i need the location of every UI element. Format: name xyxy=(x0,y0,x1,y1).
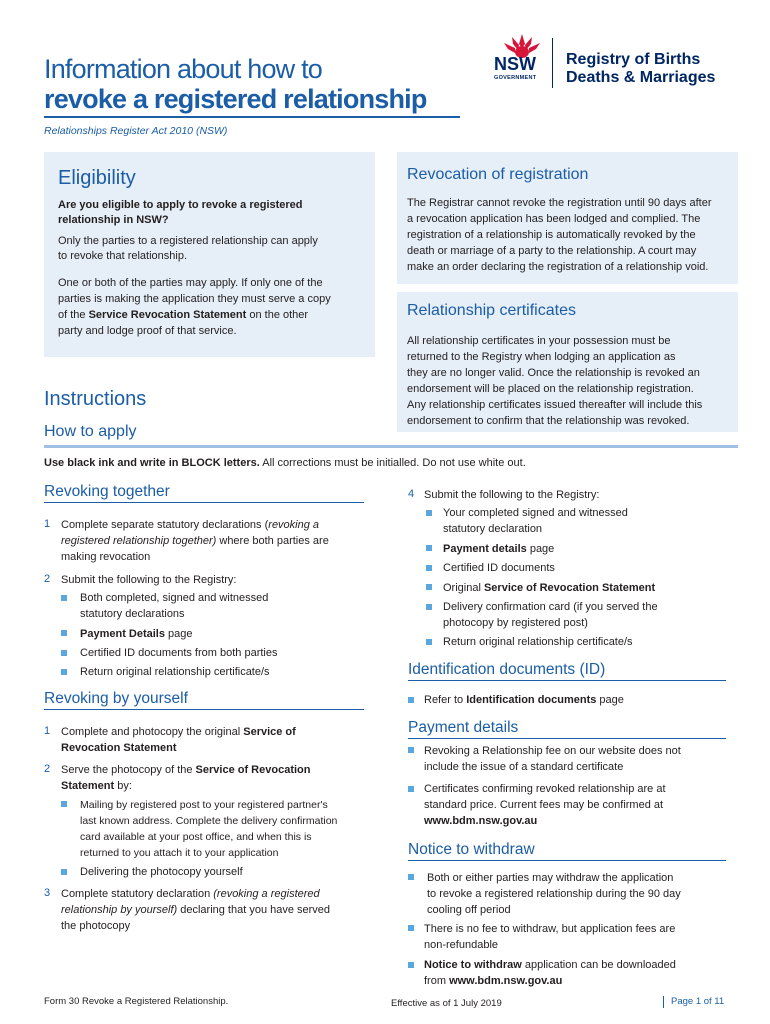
bullet-icon xyxy=(426,584,432,590)
step-text: Submit the following to the Registry: xyxy=(424,489,600,501)
government-wordmark: GOVERNMENT xyxy=(494,75,537,81)
bullet-icon xyxy=(61,801,67,807)
step-text: Revocation Statement xyxy=(61,742,177,754)
bullet-icon xyxy=(408,962,414,968)
revocation-text: a revocation application has been lodged and complied. The xyxy=(407,213,701,225)
website-link[interactable]: www.bdm.nsw.gov.au xyxy=(424,815,538,827)
eligibility-question-line1: Are you eligible to apply to revoke a registered xyxy=(58,199,303,211)
bullet-text: to revoke a registered relationship during the 90 day xyxy=(427,888,681,900)
logo-divider xyxy=(552,38,553,88)
page-title-line1: Information about how to xyxy=(44,54,322,84)
bullet-icon xyxy=(61,869,67,875)
bullet-text: Delivery confirmation card (if you served the xyxy=(443,601,658,613)
effective-date: Effective as of 1 July 2019 xyxy=(391,998,502,1009)
bullet-icon xyxy=(61,630,67,636)
bullet-text: Refer to Identification documents page xyxy=(424,694,624,706)
bullet-text: Both completed, signed and witnessed xyxy=(80,592,269,604)
bullet-icon xyxy=(61,650,67,656)
step-text: Serve the photocopy of the Service of Revocation xyxy=(61,764,311,776)
step-number: 3 xyxy=(44,887,51,899)
section-divider xyxy=(44,445,738,448)
bullet-text: Both or either parties may withdraw the application xyxy=(427,872,674,884)
instructions-heading: Instructions xyxy=(44,388,147,410)
eligibility-text: Only the parties to a registered relationship can apply xyxy=(58,235,318,247)
revoking-together-heading: Revoking together xyxy=(44,483,170,500)
bullet-icon xyxy=(408,786,414,792)
withdraw-heading: Notice to withdraw xyxy=(408,841,535,858)
registry-name-line1: Registry of Births xyxy=(566,51,701,68)
bullet-text: Payment Details page xyxy=(80,628,193,640)
bullet-text: Certified ID documents xyxy=(443,562,555,574)
bullet-text: Certified ID documents from both parties xyxy=(80,647,278,659)
form-name: Form 30 Revoke a Registered Relationship. xyxy=(44,996,229,1007)
step-number: 2 xyxy=(44,763,51,775)
step-text: Complete and photocopy the original Service of xyxy=(61,726,296,738)
bullet-text: Delivering the photocopy yourself xyxy=(80,866,243,878)
bullet-icon xyxy=(426,604,432,610)
bullet-text: last known address. Complete the delivery confirmation xyxy=(80,815,338,827)
eligibility-text: parties is making the application they must serve a copy xyxy=(58,293,331,305)
page-title-line2: revoke a registered relationship xyxy=(44,84,427,114)
bullet-icon xyxy=(426,639,432,645)
bullet-text: cooling off period xyxy=(427,904,511,916)
bullet-text: Payment details page xyxy=(443,543,555,555)
bullet-text: Notice to withdraw application can be downloaded xyxy=(424,959,676,971)
how-to-apply-heading: How to apply xyxy=(44,423,137,440)
act-subtitle: Relationships Register Act 2010 (NSW) xyxy=(44,125,228,137)
step-text: Submit the following to the Registry: xyxy=(61,574,237,586)
revoking-yourself-heading: Revoking by yourself xyxy=(44,690,188,707)
step-text: relationship by yourself) declaring that you have served xyxy=(61,904,331,916)
registry-name-line2: Deaths & Marriages xyxy=(566,69,716,86)
heading-rule xyxy=(408,738,726,739)
step-text: the photocopy xyxy=(61,920,131,932)
bullet-text: statutory declaration xyxy=(443,523,543,535)
bullet-text: There is no fee to withdraw, but application fees are xyxy=(424,923,676,935)
eligibility-heading: Eligibility xyxy=(58,167,136,189)
bullet-text: photocopy by registered post) xyxy=(443,617,588,629)
identification-heading: Identification documents (ID) xyxy=(408,661,606,678)
certificates-text: endorsement will be placed on the relationship registration. xyxy=(407,383,694,395)
bullet-icon xyxy=(426,565,432,571)
bullet-text: Revoking a Relationship fee on our website does not xyxy=(424,745,681,757)
eligibility-text: party and lodge proof of that service. xyxy=(58,325,237,337)
footer-divider xyxy=(663,996,664,1008)
revocation-panel xyxy=(397,152,738,432)
certificates-text: returned to the Registry when lodging an application as xyxy=(407,351,676,363)
certificates-text: endorsement to confirm that the relationship was revoked. xyxy=(407,415,690,427)
eligibility-question-line2: relationship in NSW? xyxy=(58,214,169,226)
eligibility-text: One or both of the parties may apply. If only one of the xyxy=(58,277,323,289)
revocation-text: death or marriage of a party to the relationship. A court may xyxy=(407,245,697,257)
nsw-registry-logo xyxy=(494,34,734,92)
eligibility-text: to revoke that relationship. xyxy=(58,250,188,262)
bullet-text: statutory declarations xyxy=(80,608,185,620)
bullet-text: non-refundable xyxy=(424,939,499,951)
certificates-text: Any relationship certificates issued thereafter will include this xyxy=(407,399,703,411)
eligibility-text: of the Service Revocation Statement on the other xyxy=(58,309,309,321)
bullet-text: Original Service of Revocation Statement xyxy=(443,582,656,594)
bullet-icon xyxy=(408,874,414,880)
bullet-icon xyxy=(408,925,414,931)
certificates-heading: Relationship certificates xyxy=(407,302,576,319)
step-text: Complete statutory declaration (revoking a registered xyxy=(61,888,320,900)
bullet-icon xyxy=(408,747,414,753)
step-text: Complete separate statutory declarations (revoking a xyxy=(61,519,320,531)
nsw-wordmark: NSW xyxy=(494,54,536,74)
bullet-text: Mailing by registered post to your registered partner's xyxy=(80,799,328,811)
bullet-icon xyxy=(61,595,67,601)
bullet-text: returned to you attach it to your application xyxy=(80,847,279,859)
panel-separator xyxy=(397,284,738,292)
bullet-text: Return original relationship certificate/s xyxy=(443,636,633,648)
ink-notice: Use black ink and write in BLOCK letters. All corrections must be initialled. Do not use white out. xyxy=(44,457,526,469)
bullet-icon xyxy=(408,697,414,703)
bullet-text: card available at your post office, and when this is xyxy=(80,831,312,843)
bullet-icon xyxy=(426,545,432,551)
revocation-text: make an order declaring the registration of a relationship void. xyxy=(407,261,709,273)
eligibility-panel xyxy=(44,152,375,357)
revocation-text: registration of a relationship is automatically revoked by the xyxy=(407,229,696,241)
step-text: Statement by: xyxy=(61,780,132,792)
payment-heading: Payment details xyxy=(408,719,519,736)
bullet-text: Return original relationship certificate/s xyxy=(80,666,270,678)
heading-rule xyxy=(408,680,726,681)
revocation-text: The Registrar cannot revoke the registration until 90 days after xyxy=(407,197,712,209)
heading-rule xyxy=(44,709,364,710)
step-text: registered relationship together) where both parties are xyxy=(61,535,329,547)
heading-rule xyxy=(44,502,364,503)
bullet-text: standard price. Current fees may be confirmed at xyxy=(424,799,664,811)
bullet-text: from www.bdm.nsw.gov.au xyxy=(424,975,563,987)
revocation-heading: Revocation of registration xyxy=(407,166,589,183)
bullet-icon xyxy=(426,510,432,516)
certificates-text: All relationship certificates in your possession must be xyxy=(407,335,671,347)
page-number: Page 1 of 11 xyxy=(671,996,725,1007)
step-number: 1 xyxy=(44,518,51,530)
step-number: 4 xyxy=(408,488,415,500)
website-link[interactable]: www.bdm.nsw.gov.au xyxy=(449,975,563,987)
step-text: making revocation xyxy=(61,551,151,563)
bullet-text: Certificates confirming revoked relationship are at xyxy=(424,783,666,795)
heading-rule xyxy=(408,860,726,861)
bullet-text: include the issue of a standard certificate xyxy=(424,761,624,773)
certificates-text: they are no longer valid. Once the relationship is revoked an xyxy=(407,367,700,379)
step-number: 1 xyxy=(44,725,51,737)
bullet-text: Your completed signed and witnessed xyxy=(443,507,628,519)
title-underline xyxy=(44,116,460,118)
step-number: 2 xyxy=(44,573,51,585)
bullet-icon xyxy=(61,669,67,675)
